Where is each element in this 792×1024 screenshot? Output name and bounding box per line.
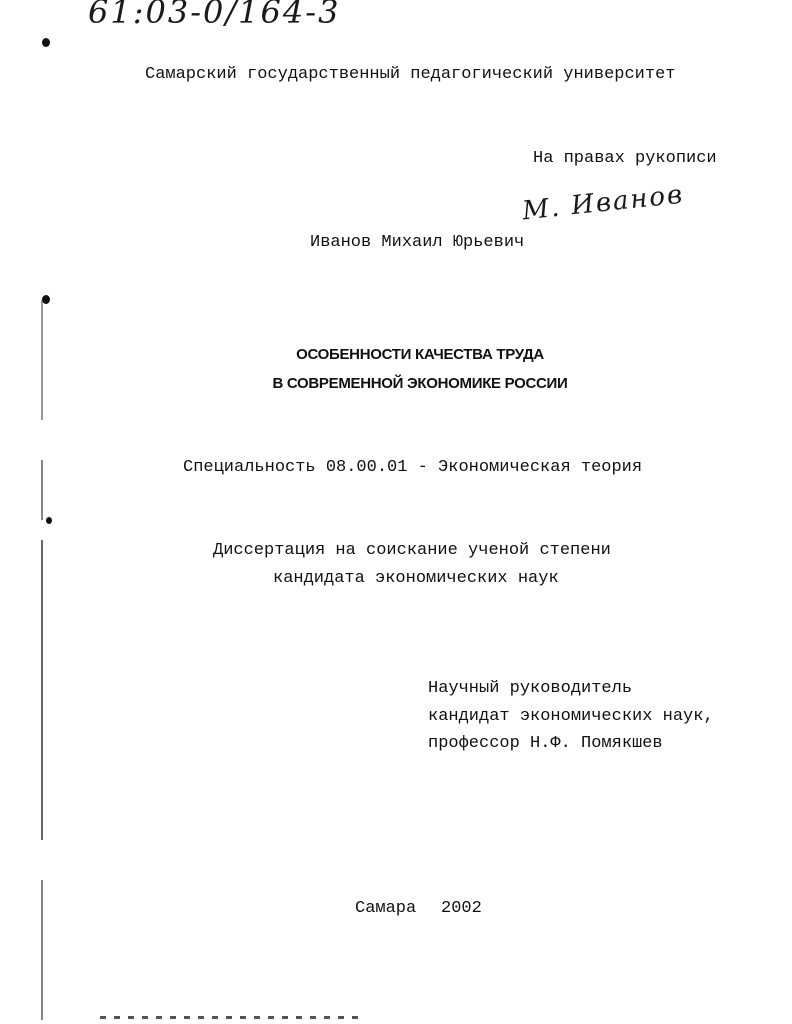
author-signature: М. Иванов (520, 179, 686, 227)
dissertation-title-line-1: ОСОБЕННОСТИ КАЧЕСТВА ТРУДА (296, 346, 544, 363)
author-name: Иванов Михаил Юрьевич (310, 233, 525, 252)
dissertation-title-line-2: В СОВРЕМЕННОЙ ЭКОНОМИКЕ РОССИИ (272, 375, 568, 392)
scan-edge-artifact (36, 280, 48, 1024)
scan-hole-mark (42, 38, 50, 47)
archive-number: 61:03-0/164-3 (88, 0, 341, 31)
university-name: Самарский государственный педагогический университет (145, 65, 676, 84)
supervisor-label: Научный руководитель (428, 679, 633, 698)
city: Самара (355, 899, 417, 918)
supervisor-degree: кандидат экономических наук, (428, 707, 714, 726)
manuscript-rights: На правах рукописи (533, 149, 717, 168)
specialty: Специальность 08.00.01 - Экономическая теория (183, 458, 643, 477)
scan-bottom-artifact (100, 1016, 360, 1019)
degree-line-1: Диссертация на соискание ученой степени (213, 541, 611, 560)
degree-line-2: кандидата экономических наук (273, 569, 559, 588)
supervisor-name: профессор Н.Ф. Помякшев (428, 734, 663, 753)
year: 2002 (441, 899, 482, 918)
